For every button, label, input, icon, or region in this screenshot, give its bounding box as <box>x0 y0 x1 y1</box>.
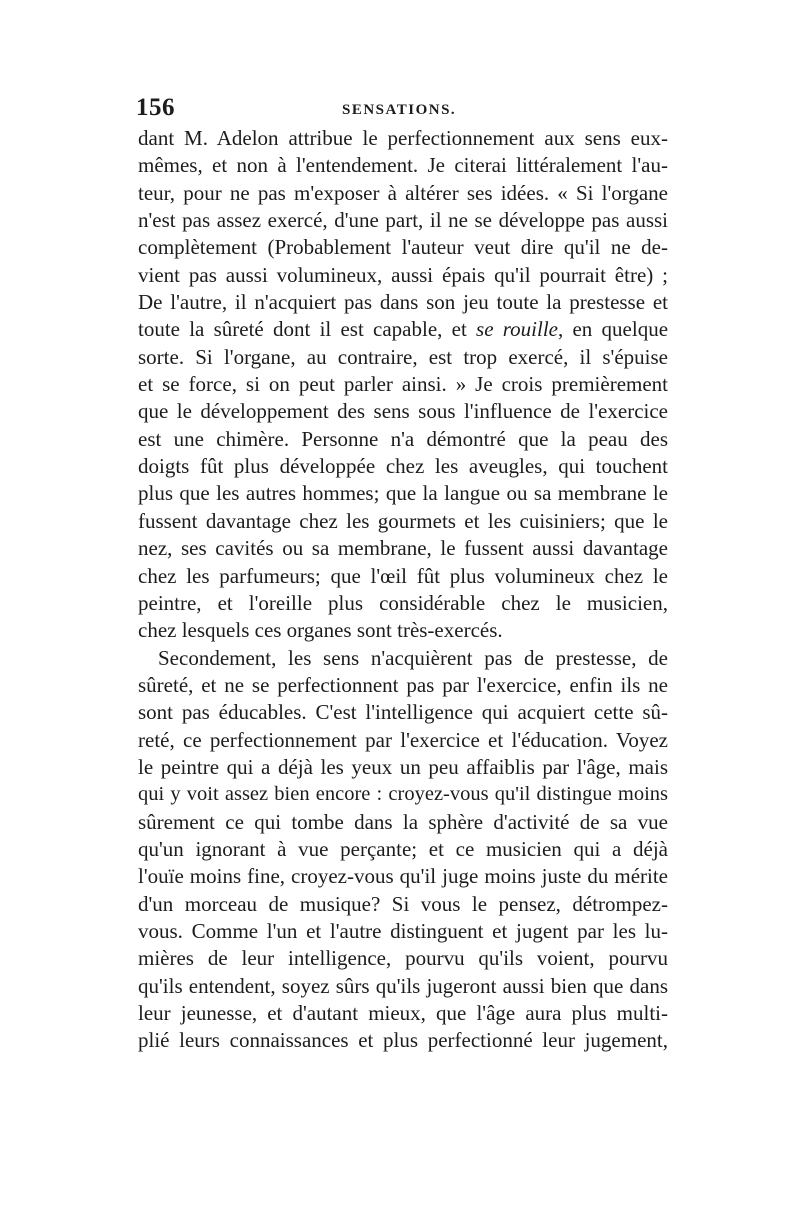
text-line: mêmes, et non à l'entendement. Je citerai littéralement l'au- <box>138 153 668 178</box>
text-line: qui y voit assez bien encore : croyez-vous qu'il distingue moins <box>138 783 668 806</box>
text-line: complètement (Probablement l'auteur veut dire qu'il ne de- <box>138 235 668 260</box>
text-line: d'un morceau de musique? Si vous le pensez, détrompez- <box>138 891 668 916</box>
paragraph-start-line: Secondement, les sens n'acquièrent pas de prestesse, de <box>158 645 668 670</box>
text-line: et se force, si on peut parler ainsi. » Je crois premièrement <box>138 372 668 397</box>
text-line: est une chimère. Personne n'a démontré que la peau des <box>138 426 668 451</box>
text-line: nez, ses cavités ou sa membrane, le fussent aussi davantage <box>138 536 668 561</box>
paragraph-end-line: chez lesquels ces organes sont très-exercés. <box>138 618 503 643</box>
text-line: teur, pour ne pas m'exposer à altérer ses idées. « Si l'organe <box>138 180 668 205</box>
text-line: que le développement des sens sous l'influence de l'exercice <box>138 399 668 424</box>
page-number: 156 <box>136 94 175 121</box>
running-head: SENSATIONS. <box>342 102 457 118</box>
text-line: qu'ils entendent, soyez sûrs qu'ils jugeront aussi bien que dans <box>138 973 668 998</box>
text-line: sorte. Si l'organe, au contraire, est trop exercé, il s'épuise <box>138 344 668 369</box>
text-line: le peintre qui a déjà les yeux un peu affaiblis par l'âge, mais <box>138 754 668 779</box>
text-line: doigts fût plus développée chez les aveugles, qui touchent <box>138 454 668 479</box>
text-line: plus que les autres hommes; que la langue ou sa membrane le <box>138 481 668 506</box>
text-line: vient pas aussi volumineux, aussi épais qu'il pourrait être) ; <box>138 262 668 287</box>
text-line: l'ouïe moins fine, croyez-vous qu'il juge moins juste du mérite <box>138 864 668 889</box>
text-line-with-italic <box>138 316 668 343</box>
text-line: De l'autre, il n'acquiert pas dans son jeu toute la prestesse et <box>138 290 668 315</box>
text-segment: toute la sûreté dont il est capable, et <box>138 317 467 342</box>
text-line: sont pas éducables. C'est l'intelligence qui acquiert cette sû- <box>138 700 668 725</box>
body-text <box>138 125 668 1055</box>
text-line: chez les parfumeurs; que l'œil fût plus volumineux chez le <box>138 563 668 588</box>
italic-phrase: se rouille <box>476 317 558 342</box>
text-line: fussent davantage chez les gourmets et les cuisiniers; que le <box>138 508 668 533</box>
text-segment: , en quelque <box>558 317 668 342</box>
text-line: qu'un ignorant à vue perçante; et ce musicien qui a déjà <box>138 836 668 861</box>
text-line: reté, ce perfectionnement par l'exercice et l'éducation. Voyez <box>138 727 668 752</box>
text-line: leur jeunesse, et d'autant mieux, que l'âge aura plus multi- <box>138 1001 668 1025</box>
text-line: sûreté, et ne se perfectionnent pas par l'exercice, enfin ils ne <box>138 672 668 697</box>
text-line: plié leurs connaissances et plus perfectionné leur jugement, <box>138 1028 668 1053</box>
text-line: n'est pas assez exercé, d'une part, il ne se développe pas aussi <box>138 208 668 233</box>
page-header <box>136 94 668 124</box>
text-line: dant M. Adelon attribue le perfectionnement aux sens eux- <box>138 126 668 150</box>
text-line: sûrement ce qui tombe dans la sphère d'activité de sa vue <box>138 809 668 834</box>
text-line: mières de leur intelligence, pourvu qu'ils voient, pourvu <box>138 946 668 971</box>
text-line: vous. Comme l'un et l'autre distinguent et jugent par les lu- <box>138 918 668 943</box>
text-line: peintre, et l'oreille plus considérable chez le musicien, <box>138 590 668 615</box>
